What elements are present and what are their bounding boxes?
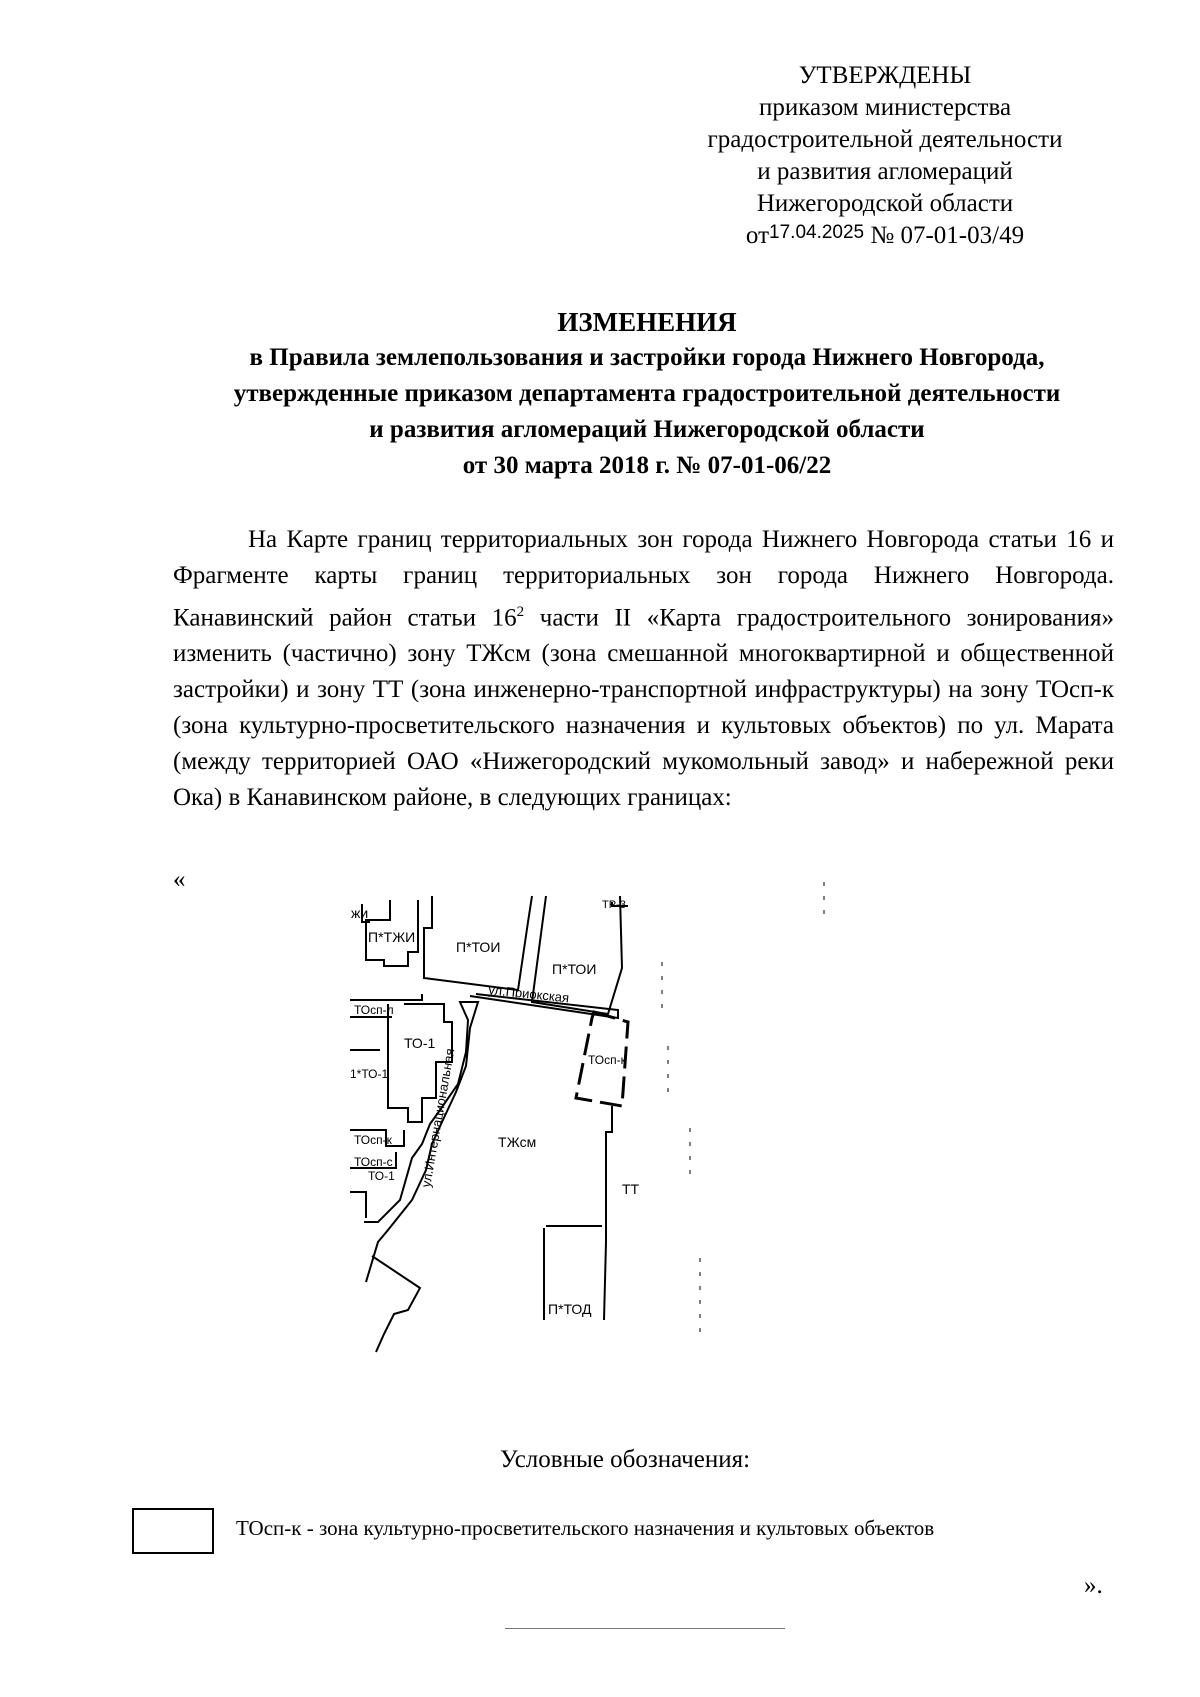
map-boundary (604, 1106, 612, 1320)
body-text-part2: части II «Карта градостроительного зонирования» изменить (частично) зону ТЖсм (зона смешанной многоквартирной и общественной застройки) и зону ТТ (зона инженерно-транспортной инфраструктуры) на зону ТОсп-к (зона культурно-просветительского назначения и культовых объектов) по ул. Марата (между территорией ОАО «Нижегородский мукомольный завод» и набережной реки Ока) в Канавинском районе, в следующих границах: (173, 604, 1114, 812)
approval-heading: УТВЕРЖДЕНЫ (798, 62, 972, 89)
approval-line: и развития агломераций (757, 158, 1013, 185)
legend-title: Условные обозначения: (500, 1446, 751, 1473)
map-label: ТО-1 (404, 1035, 436, 1051)
map-label: П*ТЖИ (368, 929, 416, 945)
approval-line: градостроительной деятельности (707, 126, 1063, 153)
map-label: жи (351, 905, 369, 921)
close-quote: ». (1084, 1572, 1103, 1599)
legend-swatch (132, 1508, 214, 1554)
map-label: ТЖсм (498, 1134, 537, 1150)
map-label: 1*ТО-1 (350, 1067, 389, 1081)
map-label: П*ТОИ (552, 961, 597, 977)
approval-date: 17.04.2025 (769, 222, 865, 243)
divider-line (505, 1628, 785, 1629)
map-label: ТО-1 (368, 1169, 395, 1183)
date-prefix: от (745, 222, 770, 249)
title-line: в Правила землепользования и застройки города Нижнего Новгорода, (249, 344, 1045, 371)
order-number: № 07-01-03/49 (870, 222, 1025, 249)
map-boundary (350, 994, 422, 1000)
approval-line: приказом министерства (758, 94, 1012, 121)
legend-text: ТОсп-к - зона культурно-просветительского назначения и культовых объектов (236, 1516, 935, 1540)
map-label: П*ТОИ (456, 939, 501, 955)
open-quote: « (173, 866, 186, 893)
body-superscript: 2 (516, 604, 525, 620)
map-label: ТР-3 (602, 899, 626, 911)
body-paragraph (173, 522, 1114, 816)
approval-line: Нижегородской области (756, 190, 1014, 217)
map-label: ТТ (622, 1181, 640, 1197)
map-label: ТОсп-к (354, 1133, 392, 1147)
map-label: ТОсп-к (588, 1053, 626, 1067)
map-label: ТОсп-л (354, 1003, 394, 1017)
title-line: утвержденные приказом департамента градостроительной деятельности (233, 380, 1061, 407)
map-boundary (350, 1192, 366, 1218)
title-line: и развития агломераций Нижегородской области (369, 416, 925, 443)
map-boundary (372, 1256, 420, 1352)
title-line: от 30 марта 2018 г. № 07-01-06/22 (462, 452, 832, 479)
approval-block (660, 60, 1110, 254)
document-title (120, 304, 1174, 484)
body-text-part1: На Карте границ территориальных зон города Нижнего Новгорода статьи 16 и Фрагменте карты границ территориальных зон города Нижнего Новгорода. Канавинский район статьи 16 (173, 526, 1114, 632)
approval-date-line (660, 220, 1110, 254)
zoning-map (350, 882, 910, 1442)
map-label: П*ТОД (548, 1301, 592, 1317)
map-label: ул.Интернациональная (418, 1047, 458, 1189)
map-label: ТОсп-с (354, 1155, 393, 1169)
title-main: ИЗМЕНЕНИЯ (557, 307, 737, 337)
map-label: ул.Приокская (487, 982, 570, 1006)
